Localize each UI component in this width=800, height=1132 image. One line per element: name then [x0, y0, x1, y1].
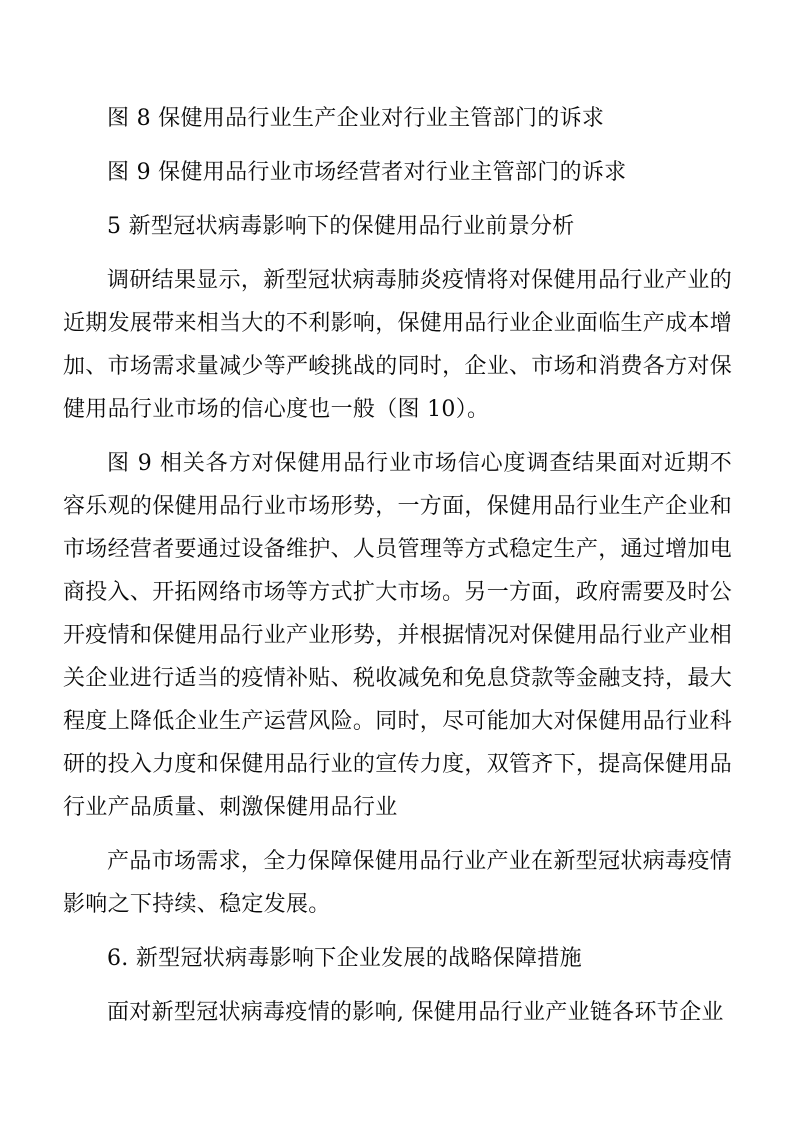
body-paragraph: 面对新型冠状病毒疫情的影响, 保健用品行业产业链各环节企业: [107, 1000, 724, 1025]
section-heading-6: 6. 新型冠状病毒影响下企业发展的战略保障措施: [107, 946, 582, 971]
figure-caption-fig9: 图 9 保健用品行业市场经营者对行业主管部门的诉求: [107, 160, 627, 185]
figure-caption-fig8: 图 8 保健用品行业生产企业对行业主管部门的诉求: [107, 106, 605, 131]
section-heading-5: 5 新型冠状病毒影响下的保健用品行业前景分析: [107, 214, 575, 239]
body-paragraph: 调研结果显示，新型冠状病毒肺炎疫情将对保健用品行业产业的近期发展带来相当大的不利影响，保健用品行业企业面临生产成本增加、市场需求量减少等严峻挑战的同时，企业、市场和消费各方对保健用品行业市场的信心度也一般（图 10）。: [63, 268, 733, 422]
body-paragraph: 图 9 相关各方对保健用品行业市场信心度调查结果面对近期不容乐观的保健用品行业市场形势，一方面，保健用品行业生产企业和市场经营者要通过设备维护、人员管理等方式稳定生产，通过增加电商投入、开拓网络市场等方式扩大市场。另一方面，政府需要及时公开疫情和保健用品行业产业形势，并根据情况对保健用品行业产业相关企业进行适当的疫情补贴、税收减免和免息贷款等金融支持，最大程度上降低企业生产运营风险。同时，尽可能加大对保健用品行业科研的投入力度和保健用品行业的宣传力度，双管齐下，提高保健用品行业产品质量、刺激保健用品行业: [63, 451, 733, 820]
body-paragraph: 产品市场需求，全力保障保健用品行业产业在新型冠状病毒疫情影响之下持续、稳定发展。: [63, 849, 732, 917]
